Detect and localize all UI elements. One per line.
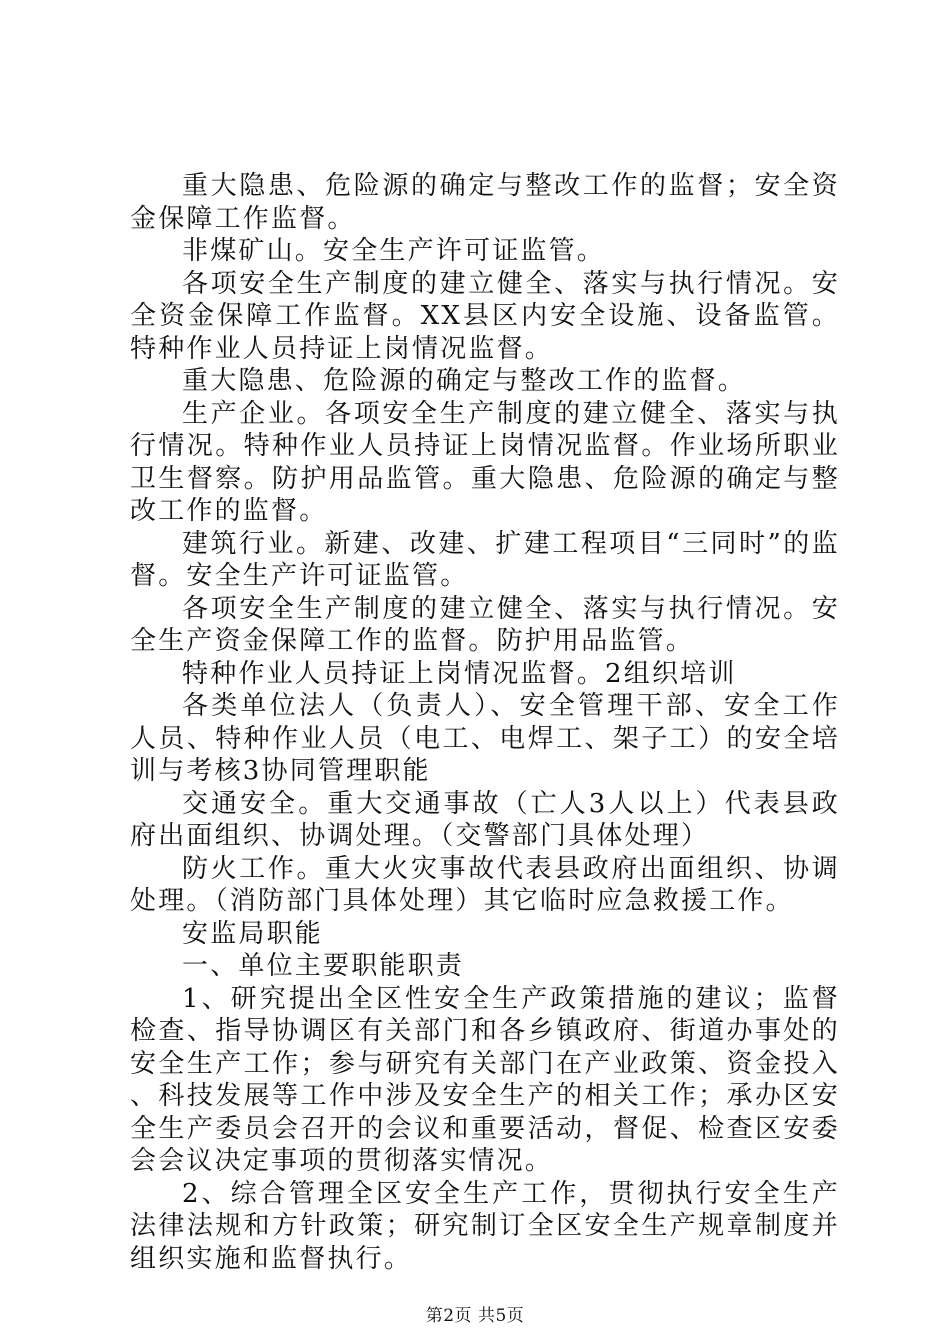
paragraph: 各项安全生产制度的建立健全、落实与执行情况。安全资金保障工作监督。XX县区内安全设施、设备监管。特种作业人员持证上岗情况监督。 (130, 268, 840, 364)
section-heading: 一、单位主要职能职责 (182, 951, 465, 981)
paragraph: 交通安全。重大交通事故（亡人3人以上）代表县政府出面组织、协调处理。（交警部门具体处理） (130, 788, 840, 851)
paragraph: 特种作业人员持证上岗情况监督。2组织培训 (182, 658, 737, 689)
paragraph: 重大隐患、危险源的确定与整改工作的监督。 (182, 366, 747, 396)
paragraph: 生产企业。各项安全生产制度的建立健全、落实与执行情况。特种作业人员持证上岗情况监督。作业场所职业卫生督察。防护用品监管。重大隐患、危险源的确定与整改工作的监督。 (130, 398, 840, 526)
paragraph: 各项安全生产制度的建立健全、落实与执行情况。安全生产资金保障工作的监督。防护用品监管。 (130, 593, 840, 656)
document-body (130, 170, 840, 1275)
paragraph: 建筑行业。新建、改建、扩建工程项目“三同时”的监督。安全生产许可证监管。 (130, 528, 840, 591)
paragraph: 非煤矿山。安全生产许可证监管。 (182, 236, 606, 266)
page-number-footer: 第2页 共5页 (425, 1306, 525, 1326)
paragraph: 重大隐患、危险源的确定与整改工作的监督；安全资金保障工作监督。 (130, 171, 840, 234)
section-heading: 安监局职能 (182, 918, 324, 949)
paragraph: 各类单位法人（负责人）、安全管理干部、安全工作人员、特种作业人员（电工、电焊工、架子工）的安全培训与考核3协同管理职能 (130, 691, 840, 786)
paragraph: 防火工作。重大火灾事故代表县政府出面组织、协调处理。（消防部门具体处理）其它临时应急救援工作。 (130, 853, 840, 916)
paragraph: 2、综合管理全区安全生产工作，贯彻执行安全生产法律法规和方针政策；研究制订全区安全生产规章制度并组织实施和监督执行。 (130, 1178, 840, 1274)
paragraph: 1、研究提出全区性安全生产政策措施的建议；监督检查、指导协调区有关部门和各乡镇政府、街道办事处的安全生产工作；参与研究有关部门在产业政策、资金投入、科技发展等工作中涉及安全生产的相关工作；承办区安全生产委员会召开的会议和重要活动，督促、检查区安委会会议决定事项的贯彻落实情况。 (130, 983, 840, 1176)
